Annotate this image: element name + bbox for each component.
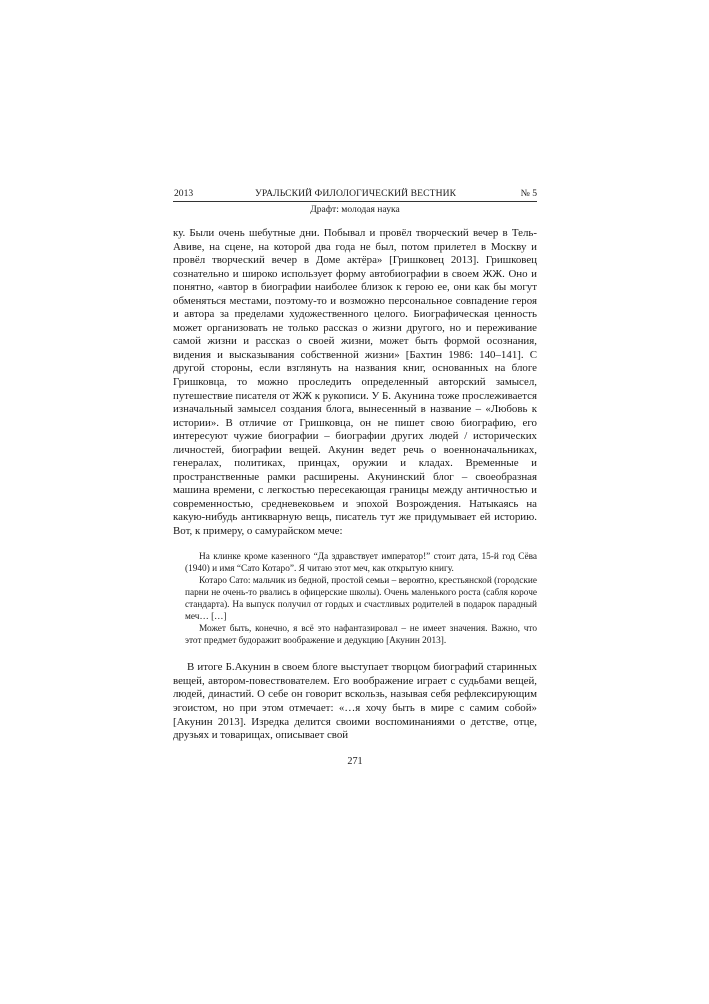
body-paragraph: В итоге Б.Акунин в своем блоге выступает творцом биографий старинных вещей, автором-повествователем. Его воображение играет с судьбами вещей, людей, династий. О себе он говорит вскользь, называя себя рефлексирующим эгоистом, но при этом отмечает: «…я хочу быть в мире с самим собой» [Акунин 2013]. Изредка делится своими воспоминаниями о детстве, отце, друзьях и товарищах, описывает свой <box>173 661 537 742</box>
header-section-title: Драфт: молодая наука <box>310 204 400 215</box>
quote-paragraph: Может быть, конечно, я всё это нафантазировал – не имеет значения. Важно, что этот предмет будоражит воображение и дедукцию [Акунин 2013]. <box>185 624 537 647</box>
journal-page <box>173 187 537 767</box>
running-header <box>173 187 537 202</box>
quote-paragraph: Котаро Сато: мальчик из бедной, простой семьи – вероятно, крестьянской (городские парни не очень-то рвались в офицерские школы). Очень маленького роста (сабля короче стандарта). На выпуск получил от гордых и счастливых родителей в подарок парадный меч… […] <box>185 575 537 623</box>
page-number: 271 <box>347 755 363 767</box>
header-journal-title: УРАЛЬСКИЙ ФИЛОЛОГИЧЕСКИЙ ВЕСТНИК <box>255 188 457 199</box>
block-quote <box>185 551 537 648</box>
main-text <box>173 227 537 539</box>
closing-text <box>173 661 537 742</box>
header-year: 2013 <box>174 188 194 199</box>
header-issue-number: № 5 <box>520 188 537 199</box>
quote-paragraph: На клинке кроме казенного “Да здравствует император!” стоит дата, 15-й год Сёва (1940) и имя “Сато Котаро”. Я читаю этот меч, как открытую книгу. <box>185 551 537 574</box>
body-paragraph: ку. Были очень шебутные дни. Побывал и провёл творческий вечер в Тель-Авиве, на сцене, на которой два года не был, потом прилетел в Москву и провёл творческий вечер в Доме актёра» [Гришковец 2013]. Гришковец сознательно и широко использует форму автобиографии в своем ЖЖ. Оно и понятно, «автор в биографии наиболее близок к герою ее, они как бы могут обменяться местами, поэтому-то и возможно персональное совпадение героя и автора за пределами художественного целого. Биографическая ценность может организовать не только рассказ о жизни другого, но и переживание самой жизни и рассказ о своей жизни, может быть формой осознания, видения и высказывания собственной жизни» [Бахтин 1986: 140–141]. С другой стороны, если взглянуть на названия книг, основанных на блоге Гришковца, то можно проследить определенный авторский замысел, путешествие писателя от ЖЖ к рукописи. У Б. Акунина тоже прослеживается изначальный замысел создания блога, вынесенный в название – «Любовь к истории». В отличие от Гришковца, он не пишет свою биографию, его интересуют чужие биографии – биографии других людей / исторических личностей, биографии вещей. Акунин ведет речь о военноначальниках, генералах, политиках, принцах, оружии и кладах. Временные и пространственные рамки расширены. Акунинский блог – своеобразная машина времени, с легкостью пересекающая границы между античностью и современностью, средневековьем и эпохой Возрождения. Натыкаясь на какую-нибудь антикварную вещь, писатель тут же придумывает ей историю. Вот, к примеру, о самурайском мече: <box>173 227 537 538</box>
